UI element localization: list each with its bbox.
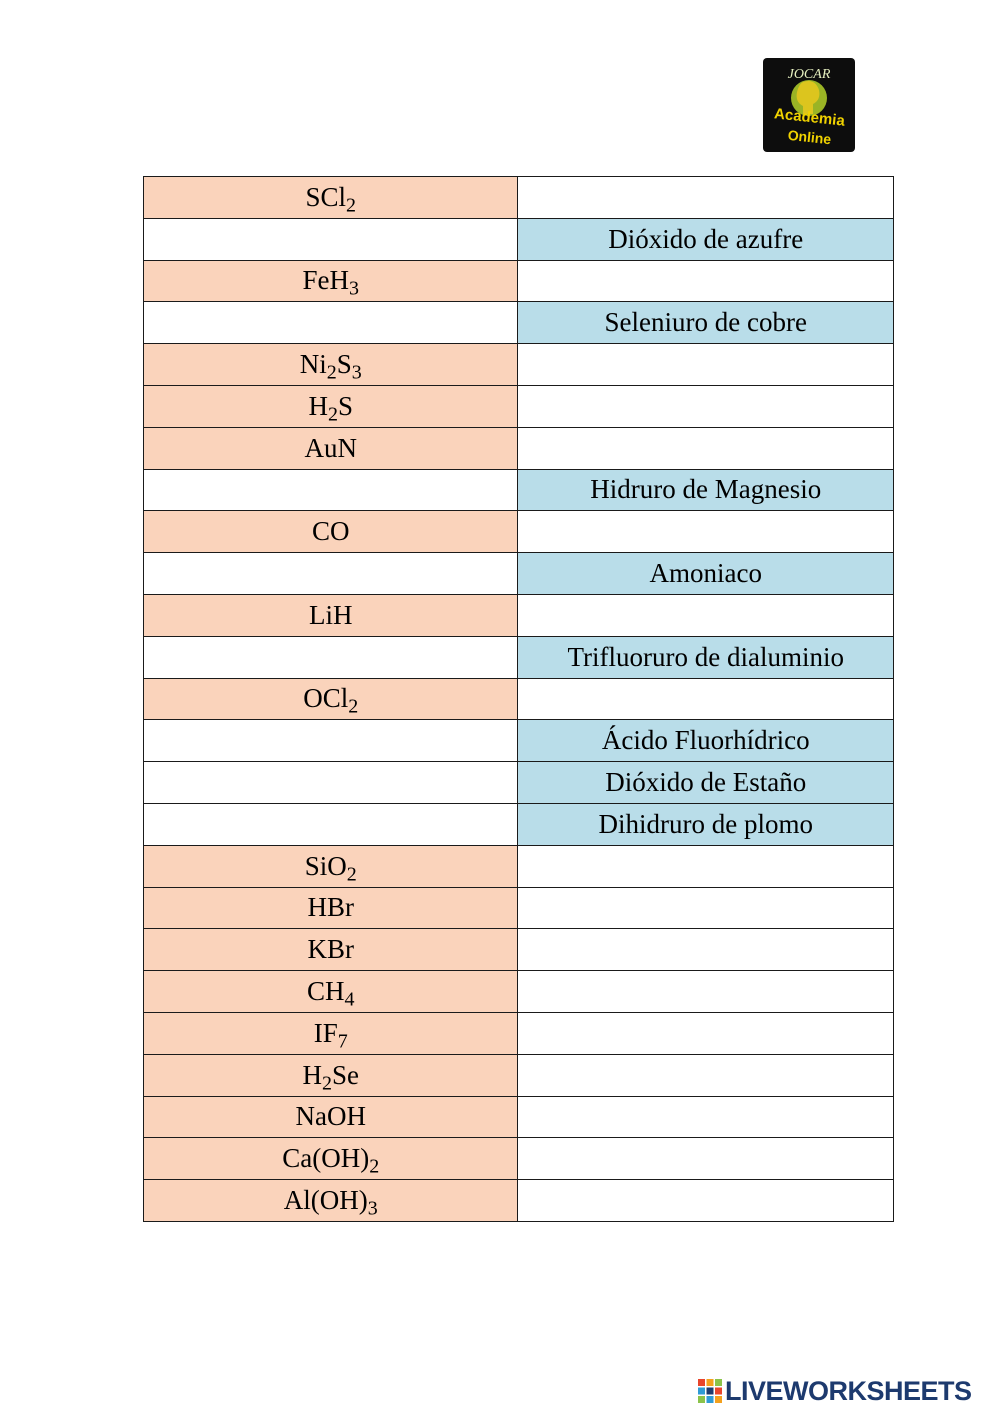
compound-name-cell: Seleniuro de cobre <box>518 302 894 344</box>
table-row <box>144 678 894 720</box>
formula-text: CH <box>306 976 345 1007</box>
table-row <box>144 553 894 595</box>
logo-graphic <box>763 58 855 152</box>
logo-line-2: Academia <box>773 105 846 130</box>
formula-text: Al(OH) <box>283 1185 368 1216</box>
table-row <box>144 971 894 1013</box>
formula-cell <box>144 1096 518 1138</box>
formula-answer-blank[interactable] <box>144 469 518 511</box>
brand-wordmark: LIVEWORKSHEETS <box>725 1375 972 1406</box>
formula-cell <box>144 1180 518 1222</box>
name-answer-blank[interactable] <box>518 1012 894 1054</box>
formula-text: CO <box>311 516 350 547</box>
table-row <box>144 260 894 302</box>
formula-subscript: 3 <box>348 278 359 301</box>
formula-text: FeH <box>302 265 349 296</box>
name-answer-blank[interactable] <box>518 1180 894 1222</box>
formula-text: Ni <box>299 349 327 380</box>
table-row <box>144 385 894 427</box>
table-row <box>144 344 894 386</box>
formula-text: KBr <box>307 934 354 965</box>
name-answer-blank[interactable] <box>518 678 894 720</box>
formula-text: SiO <box>304 850 347 881</box>
table-row <box>144 427 894 469</box>
name-answer-blank[interactable] <box>518 427 894 469</box>
name-answer-blank[interactable] <box>518 845 894 887</box>
formula-subscript: 4 <box>344 988 355 1011</box>
table-row <box>144 511 894 553</box>
formula-subscript: 2 <box>369 1155 380 1178</box>
formula-cell <box>144 887 518 929</box>
formula-text: HBr <box>307 892 354 923</box>
formula-cell <box>144 929 518 971</box>
formula-subscript: 7 <box>337 1030 348 1053</box>
name-answer-blank[interactable] <box>518 1096 894 1138</box>
compound-name-cell: Hidruro de Magnesio <box>518 469 894 511</box>
formula-answer-blank[interactable] <box>144 803 518 845</box>
formula-text: H <box>302 1059 322 1090</box>
formula-cell <box>144 1054 518 1096</box>
worksheet-rows <box>144 177 894 1222</box>
formula-text: Se <box>331 1059 359 1090</box>
table-row <box>144 845 894 887</box>
compound-name-cell: Dihidruro de plomo <box>518 803 894 845</box>
table-row <box>144 1138 894 1180</box>
table-row <box>144 1096 894 1138</box>
formula-cell <box>144 1138 518 1180</box>
formula-cell <box>144 177 518 219</box>
formula-cell <box>144 427 518 469</box>
formula-text: SCl <box>305 181 346 212</box>
formula-cell <box>144 344 518 386</box>
table-row <box>144 1012 894 1054</box>
formula-answer-blank[interactable] <box>144 218 518 260</box>
compound-name-cell: Ácido Fluorhídrico <box>518 720 894 762</box>
compound-name-cell: Trifluoruro de dialuminio <box>518 636 894 678</box>
formula-subscript: 2 <box>327 403 338 426</box>
formula-matching-table <box>143 176 894 1222</box>
name-answer-blank[interactable] <box>518 385 894 427</box>
name-answer-blank[interactable] <box>518 887 894 929</box>
formula-text: LiH <box>308 599 353 630</box>
formula-subscript: 2 <box>348 696 359 719</box>
formula-text: S <box>337 390 353 421</box>
compound-name-cell: Amoniaco <box>518 553 894 595</box>
jocar-academia-logo <box>763 58 855 152</box>
table-row <box>144 1180 894 1222</box>
formula-cell <box>144 971 518 1013</box>
formula-answer-blank[interactable] <box>144 302 518 344</box>
formula-text: H <box>308 390 328 421</box>
table-row <box>144 636 894 678</box>
name-answer-blank[interactable] <box>518 177 894 219</box>
formula-text: OCl <box>303 683 349 714</box>
formula-cell <box>144 511 518 553</box>
formula-text: Ca(OH) <box>282 1143 370 1174</box>
formula-cell <box>144 845 518 887</box>
formula-answer-blank[interactable] <box>144 720 518 762</box>
formula-subscript: 2 <box>346 863 357 886</box>
formula-subscript: 3 <box>351 361 362 384</box>
formula-answer-blank[interactable] <box>144 762 518 804</box>
name-answer-blank[interactable] <box>518 1054 894 1096</box>
formula-text: S <box>336 349 352 380</box>
name-answer-blank[interactable] <box>518 260 894 302</box>
formula-answer-blank[interactable] <box>144 636 518 678</box>
formula-text: NaOH <box>295 1101 366 1132</box>
table-row <box>144 218 894 260</box>
name-answer-blank[interactable] <box>518 971 894 1013</box>
name-answer-blank[interactable] <box>518 594 894 636</box>
formula-cell <box>144 1012 518 1054</box>
formula-cell <box>144 594 518 636</box>
formula-cell <box>144 260 518 302</box>
formula-subscript: 3 <box>367 1197 378 1220</box>
compound-name-cell: Dióxido de Estaño <box>518 762 894 804</box>
liveworksheets-grid-icon <box>697 1378 723 1404</box>
liveworksheets-brand <box>697 1374 995 1408</box>
table-row <box>144 720 894 762</box>
name-answer-blank[interactable] <box>518 344 894 386</box>
formula-subscript: 2 <box>321 1072 332 1095</box>
formula-subscript: 2 <box>326 361 337 384</box>
compound-name-cell: Dióxido de azufre <box>518 218 894 260</box>
table-row <box>144 887 894 929</box>
formula-text: IF <box>313 1017 338 1048</box>
table-row <box>144 762 894 804</box>
formula-cell <box>144 385 518 427</box>
formula-cell <box>144 678 518 720</box>
table-row <box>144 929 894 971</box>
name-answer-blank[interactable] <box>518 1138 894 1180</box>
table-row <box>144 594 894 636</box>
name-answer-blank[interactable] <box>518 929 894 971</box>
formula-subscript: 2 <box>346 194 356 217</box>
formula-text: AuN <box>304 432 357 463</box>
table-row <box>144 803 894 845</box>
logo-line-3: Online <box>787 126 833 148</box>
table-row <box>144 469 894 511</box>
table-row <box>144 302 894 344</box>
table-row <box>144 1054 894 1096</box>
formula-answer-blank[interactable] <box>144 553 518 595</box>
logo-line-1: JOCAR <box>787 67 831 82</box>
name-answer-blank[interactable] <box>518 511 894 553</box>
table-row <box>144 177 894 219</box>
